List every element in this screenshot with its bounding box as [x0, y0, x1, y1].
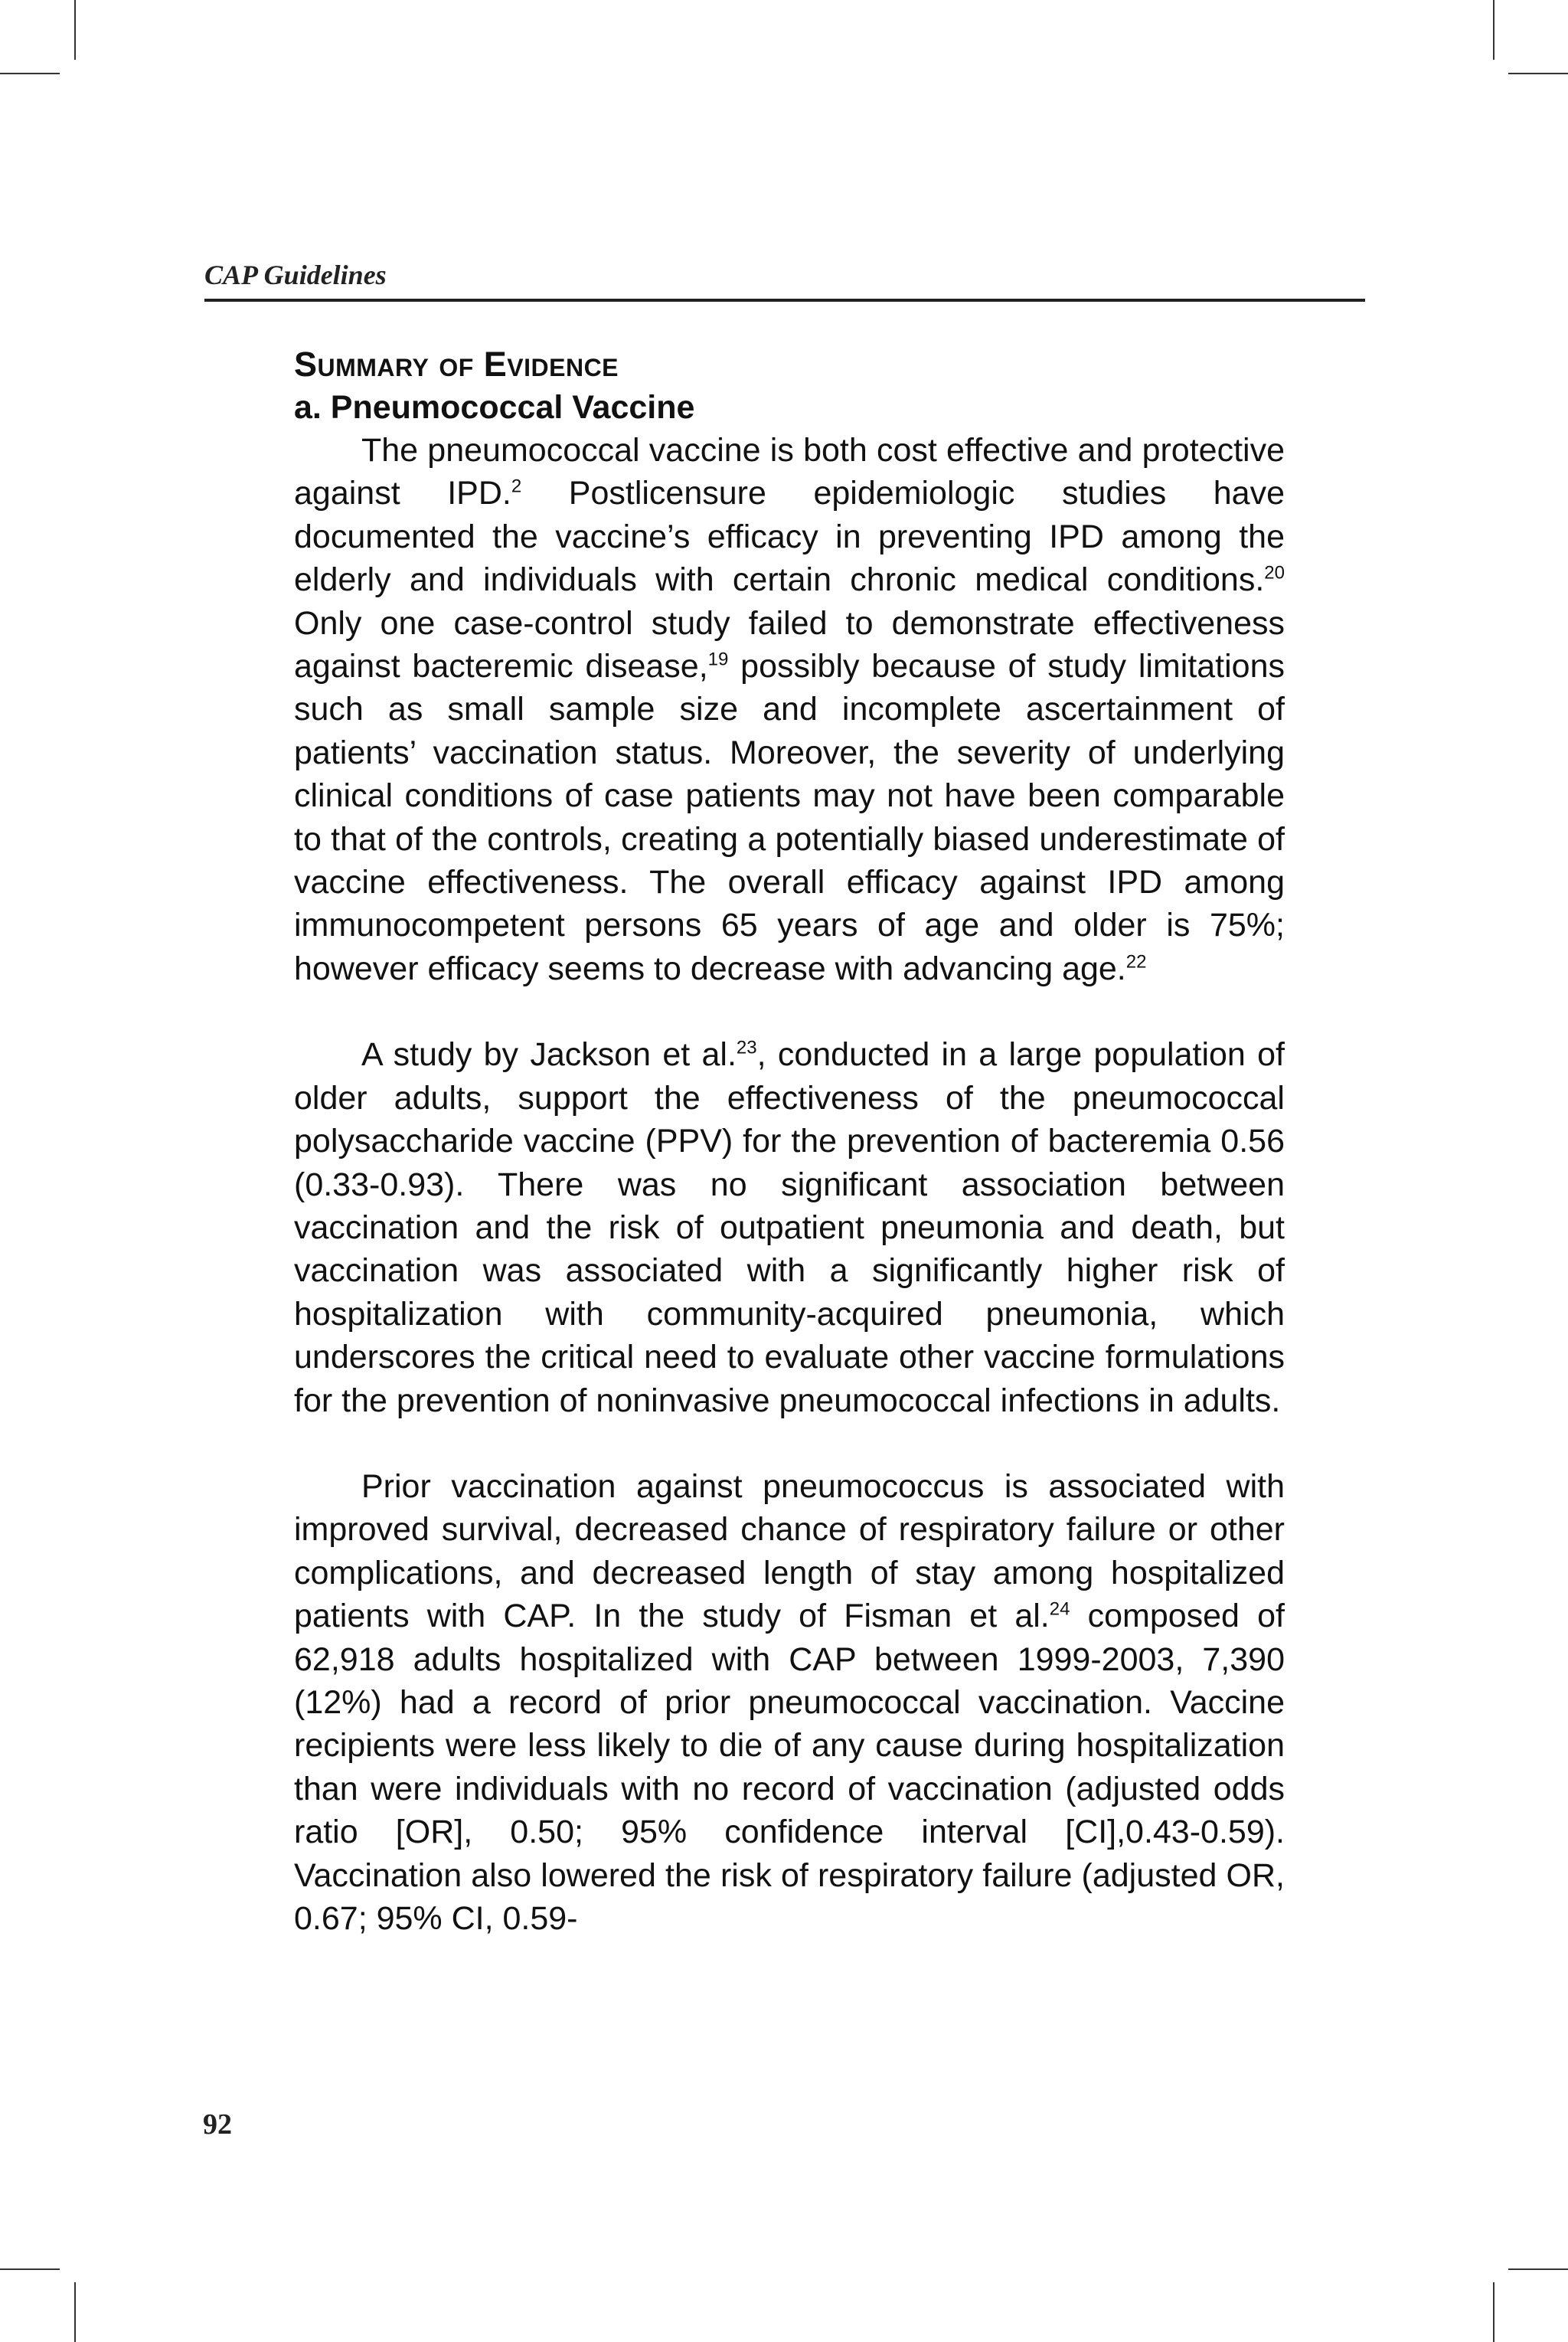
paragraph-text: composed of 62,918 adults hospitalized with CAP between 1999-2003, 7,390 (12%) had a record of prior pneumococcal vaccination. Vaccine recipients were less likely to die of any cause during hospitalization than were individuals with no record of vaccination (adjusted odds ratio [OR], 0.50; 95% confidence interval [CI],0.43-0.59). Vaccination also lowered the risk of respiratory failure (adjusted OR, 0.67; 95% CI, 0.59- [294, 1598, 1285, 1937]
citation-ref: 22 [1125, 951, 1147, 973]
citation-ref: 23 [736, 1037, 757, 1058]
running-head: CAP Guidelines [204, 260, 387, 290]
paragraph-text: Only one case-control study failed to demonstrate effectiveness against bacteremic disease, [294, 604, 1285, 685]
citation-ref: 2 [511, 476, 522, 498]
citation-ref: 20 [1264, 562, 1285, 584]
paragraph-text: Prior vaccination against pneumococcus is associated with improved survival, decreased chance of respiratory failure or other complications, and decreased length of stay among hospitalized patients with CAP. In the study of Fisman et al. [294, 1467, 1285, 1635]
crop-mark-bottom-right-horizontal [1508, 2268, 1568, 2270]
subsection-title: a. Pneumococcal Vaccine [294, 389, 695, 426]
paragraph-text: A study by Jackson et al. [361, 1036, 737, 1074]
crop-mark-bottom-right-vertical [1493, 2282, 1494, 2342]
crop-mark-bottom-left-horizontal [0, 2268, 60, 2270]
crop-mark-bottom-left-vertical [74, 2282, 76, 2342]
crop-mark-top-right-vertical [1493, 0, 1494, 60]
citation-ref: 19 [707, 649, 729, 670]
paragraph-text: The pneumococcal vaccine is both cost effective and protective against IPD. [294, 432, 1285, 512]
paragraph-2 [294, 1033, 1285, 1422]
crop-mark-top-left-horizontal [0, 73, 60, 74]
paragraph-3 [294, 1465, 1285, 1940]
crop-mark-top-right-horizontal [1508, 73, 1568, 74]
main-content [294, 343, 1285, 1940]
page-number: 92 [203, 2108, 232, 2141]
section-title: Summary of Evidence [294, 345, 619, 384]
citation-ref: 24 [1049, 1598, 1070, 1620]
crop-mark-top-left-vertical [74, 0, 76, 60]
paragraph-1 [294, 429, 1285, 990]
header-rule [204, 299, 1365, 302]
paragraph-text: Postlicensure epidemiologic studies have documented the vaccine’s efficacy in preventing IPD among the elderly and individuals with certain chronic medical conditions. [294, 475, 1285, 599]
paragraph-text: possibly because of study limitations such as small sample size and incomplete ascertainment of patients’ vaccination status. Moreover, the severity of underlying clinical conditions of case patients may not have been comparable to that of the controls, creating a potentially biased underestimate of vaccine effectiveness. The overall efficacy against IPD among immunocompetent persons 65 years of age and older is 75%; however efficacy seems to decrease with advancing age. [294, 648, 1285, 987]
paragraph-text: , conducted in a large population of older adults, support the effectiveness of the pneumococcal polysaccharide vaccine (PPV) for the prevention of bacteremia 0.56 (0.33-0.93). There was no significant association between vaccination and the risk of outpatient pneumonia and death, but vaccination was associated with a significantly higher risk of hospitalization with community-acquired pneumonia, which underscores the critical need to evaluate other vaccine formulations for the prevention of noninvasive pneumococcal infections in adults. [294, 1036, 1285, 1419]
